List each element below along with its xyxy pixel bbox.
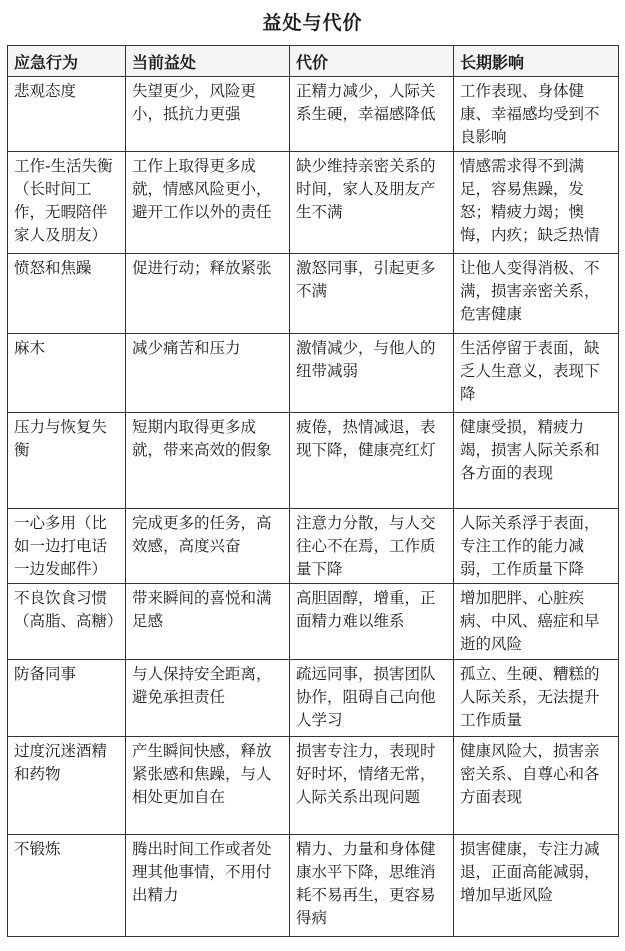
cell-cost: 高胆固醇，增重，正面精力难以维系 [290, 584, 454, 660]
cell-cost: 疲倦，热情减退，表现下降，健康亮红灯 [290, 413, 454, 509]
cell-long-term: 增加肥胖、心脏疾病、中风、癌症和早逝的风险 [454, 584, 619, 660]
cell-long-term: 健康风险大，损害亲密关系、自尊心和各方面表现 [454, 737, 619, 835]
cell-cost: 注意力分散，与人交往心不在焉，工作质量下降 [290, 509, 454, 584]
cell-long-term: 孤立、生硬、糟糕的人际关系，无法提升工作质量 [454, 660, 619, 737]
table-row [8, 334, 619, 413]
cell-long-term: 人际关系浮于表面，专注工作的能力减弱，工作质量下降 [454, 509, 619, 584]
header-long-term: 长期影响 [454, 46, 619, 77]
cell-behavior: 麻木 [8, 334, 126, 413]
table-header-row [8, 46, 619, 77]
cell-benefit: 腾出时间工作或者处理其他事情，不用付出精力 [126, 835, 290, 937]
table-row [8, 737, 619, 835]
cell-behavior: 过度沉迷酒精和药物 [8, 737, 126, 835]
cell-cost: 激情减少，与他人的纽带减弱 [290, 334, 454, 413]
cell-long-term: 让他人变得消极、不满，损害亲密关系，危害健康 [454, 254, 619, 334]
cell-behavior: 防备同事 [8, 660, 126, 737]
header-cost: 代价 [290, 46, 454, 77]
comparison-table [7, 45, 619, 937]
table-row [8, 77, 619, 152]
cell-long-term: 健康受损，精疲力竭，损害人际关系和各方面的表现 [454, 413, 619, 509]
cell-behavior: 愤怒和焦躁 [8, 254, 126, 334]
table-row [8, 660, 619, 737]
cell-cost: 疏远同事，损害团队协作，阻碍自己向他人学习 [290, 660, 454, 737]
cell-cost: 缺少维持亲密关系的时间，家人及朋友产生不满 [290, 152, 454, 254]
cell-behavior: 压力与恢复失衡 [8, 413, 126, 509]
page-title: 益处与代价 [262, 12, 363, 34]
cell-long-term: 工作表现、身体健康、幸福感均受到不良影响 [454, 77, 619, 152]
table-row [8, 152, 619, 254]
table-row [8, 254, 619, 334]
header-benefit: 当前益处 [126, 46, 290, 77]
table-row [8, 835, 619, 937]
header-behavior: 应急行为 [8, 46, 126, 77]
cell-cost: 激怒同事，引起更多不满 [290, 254, 454, 334]
cell-benefit: 带来瞬间的喜悦和满足感 [126, 584, 290, 660]
cell-long-term: 情感需求得不到满足，容易焦躁，发怒；精疲力竭；懊悔，内疚；缺乏热情 [454, 152, 619, 254]
cell-cost: 正精力减少，人际关系生硬，幸福感降低 [290, 77, 454, 152]
cell-benefit: 完成更多的任务，高效感，高度兴奋 [126, 509, 290, 584]
table-row [8, 584, 619, 660]
cell-benefit: 短期内取得更多成就，带来高效的假象 [126, 413, 290, 509]
cell-benefit: 与人保持安全距离，避免承担责任 [126, 660, 290, 737]
table-row [8, 509, 619, 584]
cell-long-term: 损害健康，专注力减退，正面高能减弱，增加早逝风险 [454, 835, 619, 937]
cell-benefit: 促进行动；释放紧张 [126, 254, 290, 334]
cell-long-term: 生活停留于表面，缺乏人生意义，表现下降 [454, 334, 619, 413]
cell-benefit: 减少痛苦和压力 [126, 334, 290, 413]
cell-behavior: 工作-生活失衡（长时间工作，无暇陪伴家人及朋友） [8, 152, 126, 254]
table-row [8, 413, 619, 509]
cell-behavior: 悲观态度 [8, 77, 126, 152]
cell-benefit: 工作上取得更多成就，情感风险更小，避开工作以外的责任 [126, 152, 290, 254]
cell-behavior: 不良饮食习惯（高脂、高糖） [8, 584, 126, 660]
cell-cost: 精力、力量和身体健康水平下降，思维消耗不易再生，更容易得病 [290, 835, 454, 937]
cell-behavior: 不锻炼 [8, 835, 126, 937]
cell-benefit: 失望更少，风险更小，抵抗力更强 [126, 77, 290, 152]
cell-benefit: 产生瞬间快感，释放紧张感和焦躁，与人相处更加自在 [126, 737, 290, 835]
cell-behavior: 一心多用（比如一边打电话一边发邮件） [8, 509, 126, 584]
cell-cost: 损害专注力，表现时好时坏，情绪无常，人际关系出现问题 [290, 737, 454, 835]
